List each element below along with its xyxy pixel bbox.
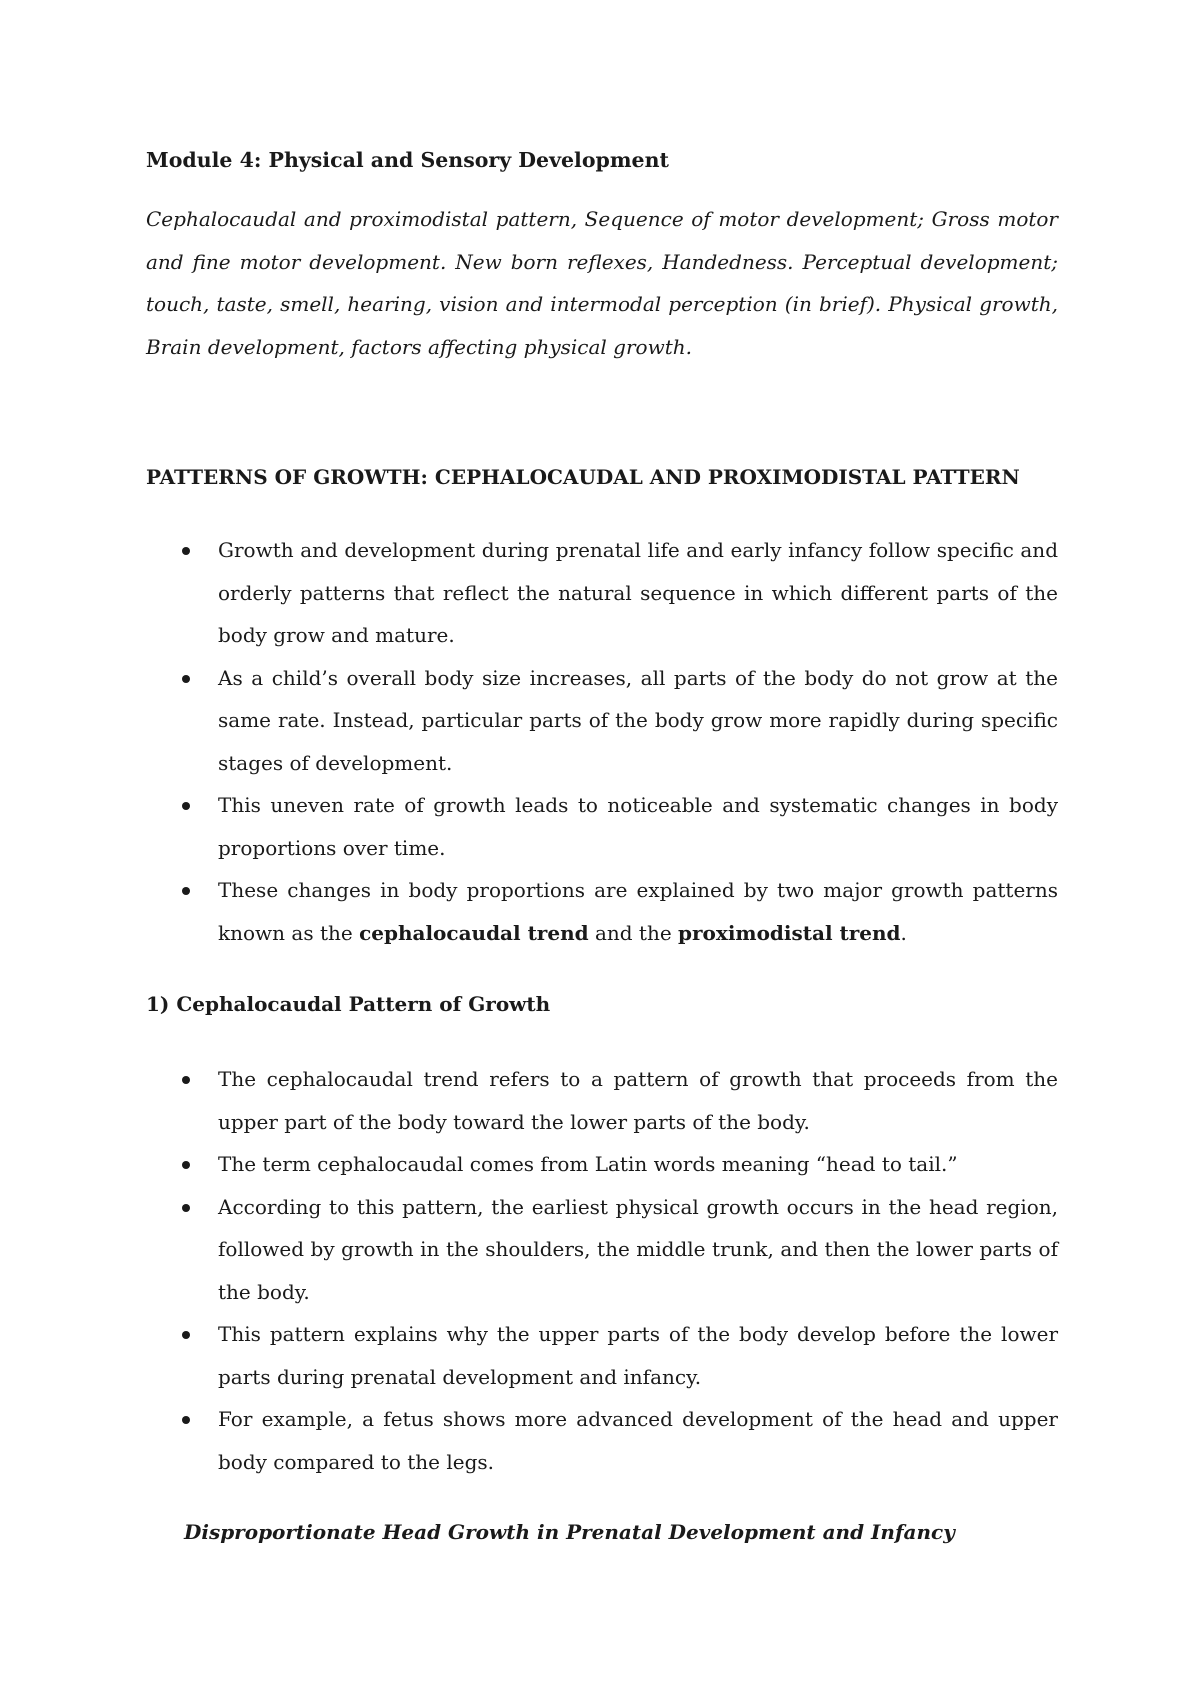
list-item-text: For example, a fetus shows more advanced development of the head and upper body compared to the legs. xyxy=(218,1407,1058,1474)
list-item-text: The cephalocaudal trend refers to a pattern of growth that proceeds from the upper part of the body toward the lower parts of the body. xyxy=(218,1067,1058,1134)
list-item xyxy=(146,1058,1058,1143)
bullet-icon xyxy=(182,547,190,555)
bullet-icon xyxy=(182,1161,190,1169)
bullet-icon xyxy=(182,1076,190,1084)
list-item xyxy=(146,1186,1058,1314)
bullet-icon xyxy=(182,675,190,683)
bullet-icon xyxy=(182,1416,190,1424)
list-item xyxy=(146,869,1058,954)
section-heading: PATTERNS OF GROWTH: CEPHALOCAUDAL AND PROXIMODISTAL PATTERN xyxy=(146,465,1020,489)
list-item xyxy=(146,784,1058,869)
list-item-text: This uneven rate of growth leads to noticeable and systematic changes in body proportions over time. xyxy=(218,793,1058,860)
list-item xyxy=(146,1313,1058,1398)
list-item-text: According to this pattern, the earliest physical growth occurs in the head region, followed by growth in the shoulders, the middle trunk, and then the lower parts of the body. xyxy=(218,1194,1058,1304)
bullet-icon xyxy=(182,1331,190,1339)
syllabus-text: Cephalocaudal and proximodistal pattern, Sequence of motor development; Gross motor and fine motor development. New born reflexes, Handedness. Perceptual development; touch, taste, smell, hearing, vision and intermodal perception (in brief). Physical growth, Brain development, factors affecting physical growth. xyxy=(146,207,1058,359)
bullet-icon xyxy=(182,1204,190,1212)
list-item-text-prefix: These changes in body proportions are explained by two major growth patterns known as the xyxy=(218,878,1058,945)
bullet-icon xyxy=(182,887,190,895)
list-item xyxy=(146,657,1058,785)
bullet-icon xyxy=(182,802,190,810)
cephalocaudal-bullet-list xyxy=(146,1058,1058,1483)
list-item-text: As a child’s overall body size increases, all parts of the body do not grow at the same rate. Instead, particular parts of the body grow more rapidly during specific stages of development. xyxy=(218,665,1058,775)
head-growth-subheading: Disproportionate Head Growth in Prenatal Development and Infancy xyxy=(184,1520,955,1544)
list-item-text: Growth and development during prenatal life and early infancy follow specific and orderly patterns that reflect the natural sequence in which different parts of the body grow and mature. xyxy=(218,538,1058,647)
list-item-text: This pattern explains why the upper parts of the body develop before the lower parts during prenatal development and infancy. xyxy=(218,1322,1058,1389)
list-item-text-suffix: . xyxy=(900,920,907,945)
cephalocaudal-subheading: 1) Cephalocaudal Pattern of Growth xyxy=(146,992,551,1016)
list-item-text-middle: and the xyxy=(588,920,679,945)
term-cephalocaudal: cephalocaudal trend xyxy=(359,920,589,945)
patterns-bullet-list xyxy=(146,529,1058,954)
list-item xyxy=(146,529,1058,657)
list-item xyxy=(146,1143,1058,1186)
list-item-text: The term cephalocaudal comes from Latin words meaning “head to tail.” xyxy=(218,1152,958,1176)
list-item xyxy=(146,1398,1058,1483)
module-title: Module 4: Physical and Sensory Development xyxy=(146,148,669,172)
term-proximodistal: proximodistal trend xyxy=(678,920,901,945)
